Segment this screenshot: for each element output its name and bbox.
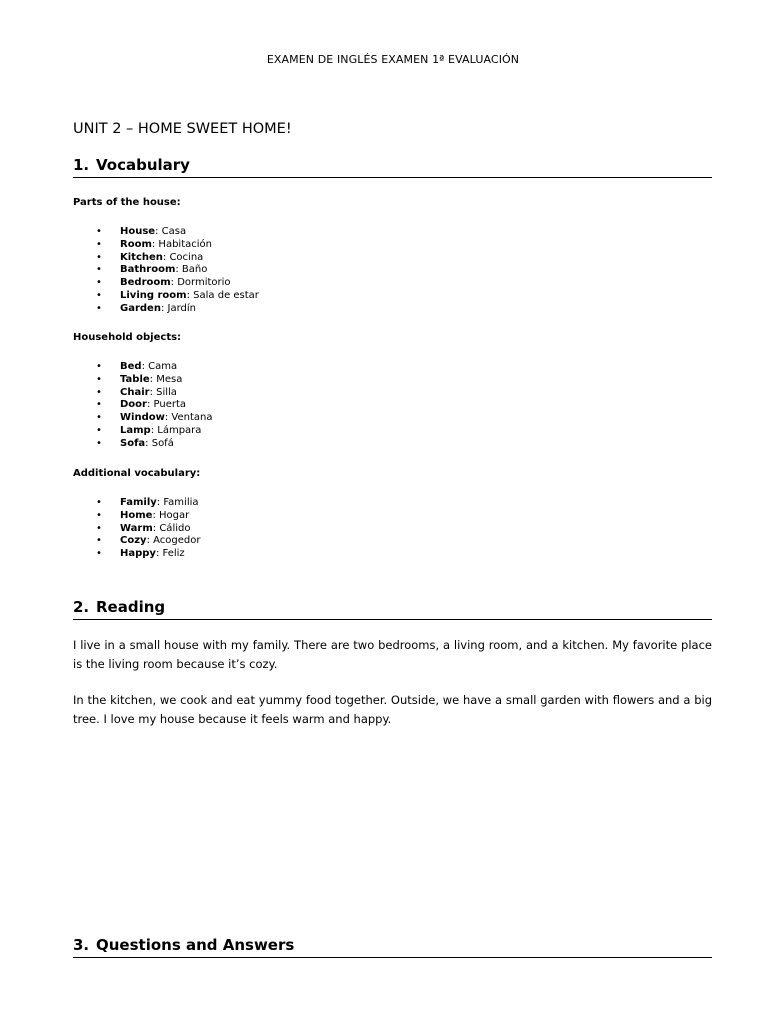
bullet-icon: • xyxy=(96,509,102,521)
vocab-term: Door xyxy=(120,399,147,411)
vocab-term: Family xyxy=(120,497,157,508)
bullet-icon: • xyxy=(96,238,102,250)
vocab-translation: : Ventana xyxy=(164,412,213,424)
vocab-translation: : Acogedor xyxy=(146,535,201,547)
vocab-item xyxy=(73,252,259,265)
vocab-item xyxy=(73,303,259,316)
vocab-term: Lamp xyxy=(120,424,151,436)
section-number: 1. xyxy=(73,156,90,174)
vocab-item xyxy=(73,438,212,451)
vocab-item xyxy=(73,523,200,536)
vocab-translation: : Puerta xyxy=(146,399,187,411)
unit-title: UNIT 2 – HOME SWEET HOME! xyxy=(73,121,292,137)
vocab-item xyxy=(73,399,212,412)
vocab-translation: : Lámpara xyxy=(150,424,202,436)
vocab-item xyxy=(73,412,212,425)
subheading-household-objects: Household objects: xyxy=(73,332,182,343)
vocab-item xyxy=(73,290,259,303)
vocab-term: Living room xyxy=(120,289,187,301)
vocab-item xyxy=(73,548,200,561)
vocab-item xyxy=(73,425,212,438)
vocab-item xyxy=(73,535,200,548)
bullet-icon: • xyxy=(96,497,102,508)
vocab-item xyxy=(73,361,212,374)
vocab-translation: : Baño xyxy=(175,264,208,276)
vocab-item xyxy=(73,264,259,277)
bullet-icon: • xyxy=(96,437,102,449)
section-heading-questions xyxy=(73,936,712,958)
section-title: Vocabulary xyxy=(96,156,190,174)
section-title: Reading xyxy=(96,598,166,616)
vocab-translation: : Feliz xyxy=(155,548,185,560)
bullet-icon: • xyxy=(96,277,102,289)
vocab-term: Garden xyxy=(120,302,161,314)
vocab-translation: : Dormitorio xyxy=(170,277,231,289)
reading-paragraph-1: I live in a small house with my family. There are two bedrooms, a living room, and a kitchen. My favorite place is the living room because it’s cozy. xyxy=(73,638,712,671)
bullet-icon: • xyxy=(96,226,102,237)
vocab-translation: : Sofá xyxy=(145,437,174,449)
vocab-list-additional xyxy=(73,497,200,561)
vocab-item xyxy=(73,387,212,400)
vocab-translation: : Cocina xyxy=(162,251,204,263)
vocab-item xyxy=(73,510,200,523)
bullet-icon: • xyxy=(96,302,102,314)
vocab-term: Warm xyxy=(120,522,153,534)
vocab-term: House xyxy=(120,226,156,237)
bullet-icon: • xyxy=(96,522,102,534)
bullet-icon: • xyxy=(96,251,102,263)
bullet-icon: • xyxy=(96,424,102,436)
bullet-icon: • xyxy=(96,361,102,372)
reading-paragraph-2: In the kitchen, we cook and eat yummy food together. Outside, we have a small garden with flowers and a big tree. I love my house because it feels warm and happy. xyxy=(73,693,712,726)
bullet-icon: • xyxy=(96,373,102,385)
vocab-term: Window xyxy=(120,412,165,424)
vocab-item xyxy=(73,374,212,387)
bullet-icon: • xyxy=(96,412,102,424)
page-header: EXAMEN DE INGLÉS EXAMEN 1ª EVALUACIÓN xyxy=(266,53,520,66)
vocab-translation: : Sala de estar xyxy=(186,289,259,301)
vocab-term: Bedroom xyxy=(120,277,171,289)
bullet-icon: • xyxy=(96,535,102,547)
vocab-term: Room xyxy=(120,238,152,250)
section-heading-reading xyxy=(73,598,712,620)
vocab-item xyxy=(73,277,259,290)
vocab-translation: : Hogar xyxy=(152,509,190,521)
vocab-translation: : Cama xyxy=(141,361,178,372)
subheading-additional-vocabulary: Additional vocabulary: xyxy=(73,468,201,479)
vocab-term: Table xyxy=(120,373,150,385)
vocab-term: Home xyxy=(120,509,153,521)
section-heading-vocabulary xyxy=(73,156,712,178)
vocab-term: Sofa xyxy=(120,437,146,449)
vocab-translation: : Jardín xyxy=(160,302,196,314)
vocab-item xyxy=(73,497,200,510)
vocab-translation: : Silla xyxy=(149,386,177,398)
bullet-icon: • xyxy=(96,399,102,411)
section-number: 3. xyxy=(73,936,90,954)
vocab-list-objects xyxy=(73,361,212,451)
vocab-translation: : Cálido xyxy=(152,522,191,534)
bullet-icon: • xyxy=(96,548,102,560)
vocab-item xyxy=(73,226,259,239)
vocab-term: Chair xyxy=(120,386,150,398)
vocab-translation: : Casa xyxy=(155,226,187,237)
vocab-list-parts xyxy=(73,226,259,316)
section-number: 2. xyxy=(73,598,90,616)
vocab-term: Bathroom xyxy=(120,264,176,276)
subheading-parts-of-house: Parts of the house: xyxy=(73,197,181,208)
vocab-term: Kitchen xyxy=(120,251,163,263)
vocab-term: Bed xyxy=(120,361,142,372)
vocab-term: Cozy xyxy=(120,535,147,547)
section-title: Questions and Answers xyxy=(96,936,295,954)
vocab-translation: : Habitación xyxy=(151,238,212,250)
bullet-icon: • xyxy=(96,386,102,398)
vocab-term: Happy xyxy=(120,548,156,560)
vocab-translation: : Mesa xyxy=(149,373,183,385)
bullet-icon: • xyxy=(96,264,102,276)
vocab-translation: : Familia xyxy=(156,497,199,508)
vocab-item xyxy=(73,239,259,252)
bullet-icon: • xyxy=(96,289,102,301)
